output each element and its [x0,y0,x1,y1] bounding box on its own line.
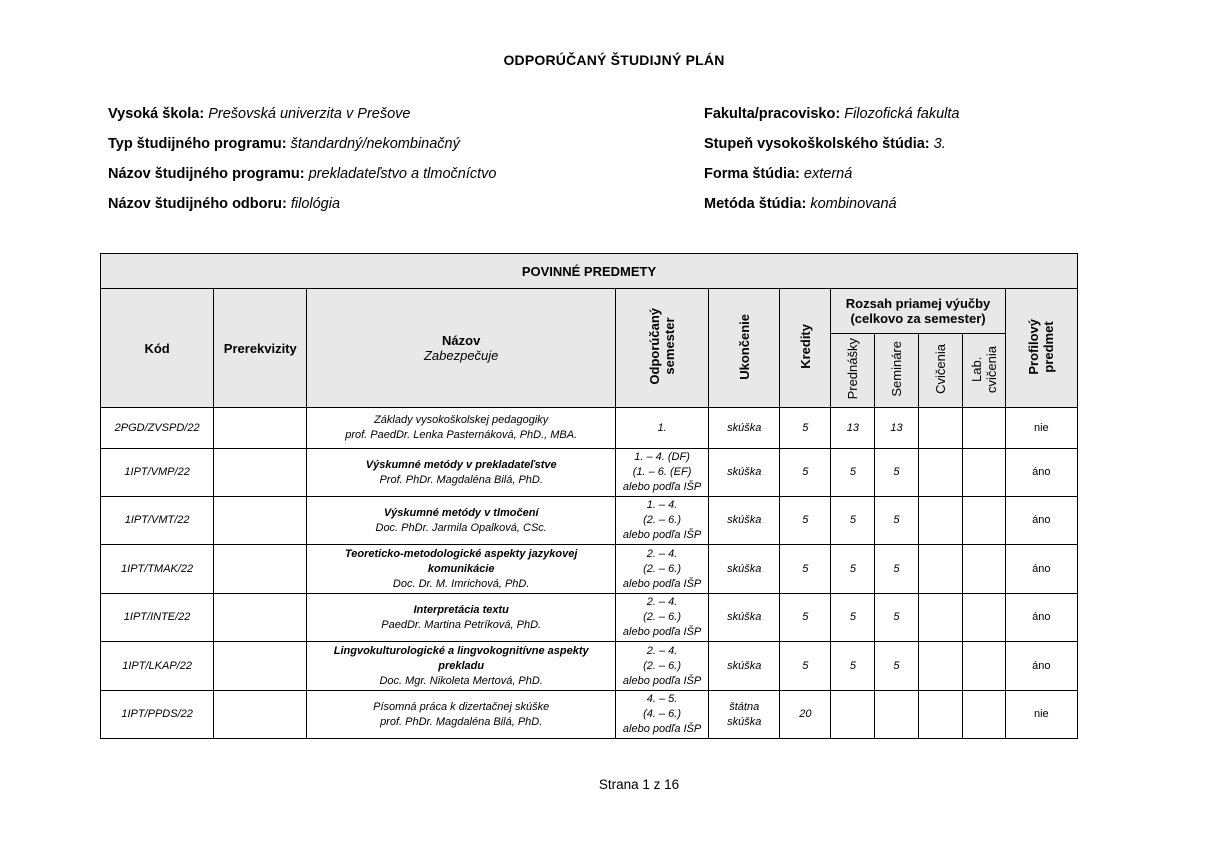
table-row [101,449,1078,497]
subject-teacher: Doc. Mgr. Nikoleta Mertová, PhD. [379,674,543,687]
subject-name: Lingvokulturologické a lingvokognitívne aspekty prekladu [333,644,589,672]
header-lab-label: Lab. cvičenia [968,345,999,393]
header-profilovy [1005,289,1077,408]
header-nazov [307,289,616,408]
info-row-metoda [704,189,959,219]
header-nazov-label: Názov [442,333,481,348]
cell-prerekvizity [214,691,307,739]
cell-profilovy: áno [1005,594,1077,642]
subject-name: Výskumné metódy v tlmočení [383,506,539,519]
cell-profilovy: nie [1005,408,1077,449]
subject-name: Písomná práca k dizertačnej skúške [373,700,550,713]
cell-prednasky: 5 [831,497,875,545]
info-row-vysoka-skola [108,99,496,129]
cell-kredity: 5 [780,497,831,545]
cell-ukoncenie: skúška [709,449,780,497]
cell-nazov [307,449,616,497]
cell-semester: 1. – 4. (2. – 6.) alebo podľa IŠP [615,497,708,545]
section-header: POVINNÉ PREDMETY [101,254,1078,289]
cell-profilovy: áno [1005,642,1077,691]
info-value: filológia [290,196,341,212]
header-kredity [780,289,831,408]
cell-kredity: 5 [780,408,831,449]
header-kod: Kód [101,289,214,408]
cell-lab-cvicenia [962,642,1005,691]
cell-nazov [307,497,616,545]
info-value: Filozofická fakulta [844,106,960,122]
subject-name: Interpretácia textu [413,603,509,616]
info-label: Forma štúdia: [704,166,800,182]
header-cvicenia-label: Cvičenia [932,344,948,394]
header-rozsah-line1: Rozsah priamej výučby [845,296,991,311]
info-label: Typ študijného programu: [108,136,287,152]
header-lab-cvicenia [962,334,1005,408]
header-semester [615,289,708,408]
info-label: Názov študijného odboru: [108,196,287,212]
header-rozsah-line2: (celkovo za semester) [850,311,986,326]
cell-kod: 1IPT/TMAK/22 [101,545,214,594]
subject-teacher: PaedDr. Martina Petríková, PhD. [381,618,542,631]
header-prerekvizity: Prerekvizity [214,289,307,408]
cell-prerekvizity [214,408,307,449]
cell-cvicenia [918,642,962,691]
cell-kod: 2PGD/ZVSPD/22 [101,408,214,449]
cell-kod: 1IPT/LKAP/22 [101,642,214,691]
cell-prerekvizity [214,642,307,691]
cell-prednasky: 5 [831,642,875,691]
info-label: Stupeň vysokoškolského štúdia: [704,136,930,152]
cell-ukoncenie: skúška [709,642,780,691]
table-row [101,497,1078,545]
info-row-fakulta [704,99,959,129]
cell-profilovy: áno [1005,449,1077,497]
cell-lab-cvicenia [962,691,1005,739]
cell-prednasky: 13 [831,408,875,449]
cell-kredity: 5 [780,545,831,594]
info-label: Fakulta/pracovisko: [704,106,841,122]
header-semester-label: Odporúčaný semester [647,308,678,385]
cell-cvicenia [918,594,962,642]
info-right [704,99,959,219]
info-value: externá [803,166,853,182]
cell-kredity: 5 [780,594,831,642]
info-row-typ-programu [108,129,496,159]
cell-semester: 1. – 4. (DF) (1. – 6. (EF) alebo podľa IŠP [615,449,708,497]
study-plan-table [100,253,1078,739]
table-row [101,691,1078,739]
cell-semester: 4. – 5. (4. – 6.) alebo podľa IŠP [615,691,708,739]
info-value: 3. [933,136,946,152]
cell-prerekvizity [214,449,307,497]
cell-lab-cvicenia [962,594,1005,642]
cell-kredity: 20 [780,691,831,739]
info-label: Názov študijného programu: [108,166,305,182]
cell-semester: 1. [615,408,708,449]
subject-teacher: Prof. PhDr. Magdaléna Bilá, PhD. [379,473,543,486]
header-seminare [875,334,918,408]
cell-cvicenia [918,449,962,497]
cell-prerekvizity [214,497,307,545]
cell-prednasky: 5 [831,594,875,642]
header-zabezpecuje-label: Zabezpečuje [423,348,499,363]
cell-kredity: 5 [780,449,831,497]
cell-seminare: 5 [875,545,918,594]
cell-cvicenia [918,408,962,449]
cell-kredity: 5 [780,642,831,691]
table-row [101,642,1078,691]
info-value: štandardný/nekombinačný [290,136,460,152]
info-left [108,99,496,219]
cell-nazov [307,408,616,449]
table-row [101,408,1078,449]
cell-seminare: 5 [875,594,918,642]
info-value: prekladateľstvo a tlmočníctvo [308,166,497,182]
page-title: ODPORÚČANÝ ŠTUDIJNÝ PLÁN [503,52,725,68]
header-prednasky [831,334,875,408]
header-ukoncenie [709,289,780,408]
cell-lab-cvicenia [962,497,1005,545]
subject-name: Teoreticko-metodologické aspekty jazykovej komunikácie [344,547,578,575]
info-label: Vysoká škola: [108,106,205,122]
cell-semester: 2. – 4. (2. – 6.) alebo podľa IŠP [615,594,708,642]
cell-seminare: 5 [875,642,918,691]
table-row [101,594,1078,642]
cell-semester: 2. – 4. (2. – 6.) alebo podľa IŠP [615,642,708,691]
cell-lab-cvicenia [962,545,1005,594]
info-row-nazov-programu [108,159,496,189]
cell-kod: 1IPT/PPDS/22 [101,691,214,739]
cell-prerekvizity [214,545,307,594]
subject-teacher: prof. PhDr. Magdaléna Bilá, PhD. [380,715,543,728]
cell-nazov [307,594,616,642]
cell-semester: 2. – 4. (2. – 6.) alebo podľa IŠP [615,545,708,594]
header-profilovy-label: Profilový predmet [1026,318,1057,375]
info-value: Prešovská univerzita v Prešove [208,106,411,122]
page-footer: Strana 1 z 16 [598,777,680,792]
header-rozsah [831,289,1005,334]
cell-lab-cvicenia [962,408,1005,449]
cell-cvicenia [918,545,962,594]
cell-nazov [307,642,616,691]
cell-prednasky: 5 [831,449,875,497]
header-cvicenia [918,334,962,408]
cell-ukoncenie: skúška [709,408,780,449]
cell-cvicenia [918,691,962,739]
subject-name: Základy vysokoškolskej pedagogiky [374,414,549,426]
header-kredity-label: Kredity [797,324,813,369]
cell-ukoncenie: skúška [709,497,780,545]
cell-nazov [307,691,616,739]
cell-profilovy: áno [1005,545,1077,594]
cell-kod: 1IPT/VMT/22 [101,497,214,545]
cell-profilovy: nie [1005,691,1077,739]
cell-cvicenia [918,497,962,545]
cell-seminare [875,691,918,739]
table-row [101,545,1078,594]
cell-ukoncenie: skúška [709,594,780,642]
cell-prerekvizity [214,594,307,642]
cell-seminare: 5 [875,497,918,545]
cell-ukoncenie: skúška [709,545,780,594]
cell-ukoncenie: štátna skúška [709,691,780,739]
cell-prednasky [831,691,875,739]
info-label: Metóda štúdia: [704,196,807,212]
subject-teacher: Doc. Dr. M. Imrichová, PhD. [392,577,530,590]
header-seminare-label: Semináre [888,341,904,397]
cell-prednasky: 5 [831,545,875,594]
cell-nazov [307,545,616,594]
cell-seminare: 13 [875,408,918,449]
header-prednasky-label: Prednášky [845,338,861,400]
cell-seminare: 5 [875,449,918,497]
subject-teacher: Doc. PhDr. Jarmila Opalková, CSc. [375,521,547,534]
cell-lab-cvicenia [962,449,1005,497]
header-ukoncenie-label: Ukončenie [736,313,752,380]
subject-name: Výskumné metódy v prekladateľstve [365,458,557,471]
cell-kod: 1IPT/INTE/22 [101,594,214,642]
table-body [101,408,1078,739]
info-value: kombinovaná [810,196,897,212]
cell-profilovy: áno [1005,497,1077,545]
cell-kod: 1IPT/VMP/22 [101,449,214,497]
info-row-forma [704,159,959,189]
info-row-nazov-odboru [108,189,496,219]
info-row-stupen [704,129,959,159]
subject-teacher: prof. PaedDr. Lenka Pasternáková, PhD., MBA. [345,429,578,441]
